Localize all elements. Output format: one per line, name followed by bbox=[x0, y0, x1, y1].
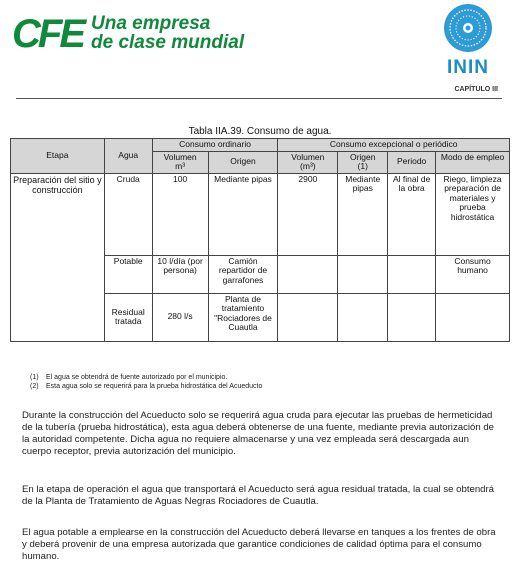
paragraph-construction: Durante la construcción del Acueducto solo se requerirá agua cruda para ejecutar las pruebas de hermeticidad de la tubería (prueba hidrostática), esta agua deberá obtenerse de una fuente, mediante previa autorización de la autoridad competente. Dicha agua no requiere almacenarse y una vez empleada será descargada aun cuerpo receptor, previa autorización del municipio. bbox=[22, 410, 495, 457]
header-volumen-label: Volumen bbox=[163, 151, 197, 162]
cell-ex-volumen bbox=[278, 255, 338, 293]
note-number: (1) bbox=[30, 374, 39, 381]
cell-origen: Planta de tratamiento "Rociadores de Cuautla bbox=[208, 293, 278, 341]
header-ex-volumen-label: Volumen bbox=[291, 151, 325, 162]
cell-agua: Potable bbox=[104, 255, 152, 293]
inin-logo-text: ININ bbox=[447, 57, 489, 78]
header-ex-origen bbox=[338, 151, 388, 173]
note-number: (2) bbox=[30, 383, 39, 390]
header-ex-origen-label: Origen bbox=[349, 151, 376, 162]
header-periodo: Periodo bbox=[388, 151, 436, 173]
paragraph-potable-water: El agua potable a emplearse en la construcción del Acueducto deberá llevarse en tanques a los frentes de obra y deberá provenir de una empresa autorizada que garantice condiciones de calidad óptima para el consumo humano. bbox=[22, 527, 496, 562]
cell-ex-origen bbox=[338, 255, 388, 293]
header-modo: Modo de empleo bbox=[436, 151, 510, 173]
header-origen: Origen bbox=[208, 151, 278, 173]
cell-ex-origen bbox=[338, 293, 388, 341]
note-text: Esta agua solo se requerirá para la prueba hidrostática del Acueducto bbox=[46, 383, 263, 390]
header-consumo-ordinario: Consumo ordinario bbox=[152, 139, 278, 152]
cfe-tagline-line-2: de clase mundial bbox=[91, 32, 245, 53]
cell-origen: Camión repartidor de garrafones bbox=[208, 255, 278, 293]
cell-modo bbox=[436, 293, 510, 341]
header-agua: Agua bbox=[104, 139, 152, 174]
cell-origen: Mediante pipas bbox=[208, 173, 278, 255]
table-note bbox=[30, 382, 262, 391]
header-volumen-unit: m³ bbox=[175, 161, 186, 171]
chapter-label: CAPÍTULO III bbox=[454, 86, 498, 93]
cell-volumen: 10 l/día (por persona) bbox=[152, 255, 208, 293]
header-divider bbox=[16, 98, 502, 99]
cell-periodo: Al final de la obra bbox=[388, 173, 436, 255]
inin-emblem-icon bbox=[442, 2, 494, 54]
header-ex-volumen bbox=[278, 151, 338, 173]
cfe-logo-tagline bbox=[91, 14, 244, 54]
cell-ex-volumen: 2900 bbox=[278, 173, 338, 255]
cell-modo: Riego, limpieza preparación de materiales y prueba hidrostática bbox=[436, 173, 510, 255]
cell-ex-volumen bbox=[278, 293, 338, 341]
cfe-tagline-line-1: Una empresa bbox=[91, 13, 211, 34]
cell-agua: Cruda bbox=[104, 173, 152, 255]
table-note bbox=[30, 373, 262, 382]
header-ex-volumen-unit: (m³) bbox=[300, 161, 316, 171]
etapa-cell: Preparación del sitio y construcción bbox=[11, 173, 105, 341]
cell-periodo bbox=[388, 255, 436, 293]
header-ex-origen-note: (1) bbox=[357, 161, 368, 171]
table-notes bbox=[30, 373, 262, 391]
cell-periodo bbox=[388, 293, 436, 341]
cell-volumen: 280 l/s bbox=[152, 293, 208, 341]
cell-agua: Residual tratada bbox=[104, 293, 152, 341]
page-header bbox=[0, 0, 520, 100]
table-header-row bbox=[11, 139, 510, 152]
header-volumen bbox=[152, 151, 208, 173]
table-row bbox=[11, 173, 510, 255]
cell-ex-origen: Mediante pipas bbox=[338, 173, 388, 255]
cell-volumen: 100 bbox=[152, 173, 208, 255]
water-consumption-table bbox=[10, 138, 510, 342]
inin-logo bbox=[438, 2, 498, 79]
cell-modo: Consumo humano bbox=[436, 255, 510, 293]
cfe-logo-mark: CFE bbox=[12, 12, 83, 56]
header-etapa: Etapa bbox=[11, 139, 105, 174]
table-caption: Tabla IIA.39. Consumo de agua. bbox=[188, 126, 332, 137]
cfe-logo bbox=[12, 14, 244, 54]
note-text: El agua se obtendrá de fuente autorizado por el municipio. bbox=[46, 374, 228, 381]
header-consumo-excepcional: Consumo excepcional o periódico bbox=[278, 139, 510, 152]
paragraph-operation: En la etapa de operación el agua que transportará el Acueducto será agua residual tratada, la cual se obtendrá de la Planta de Tratamiento de Aguas Negras Rociadores de Cuautla. bbox=[22, 484, 495, 507]
